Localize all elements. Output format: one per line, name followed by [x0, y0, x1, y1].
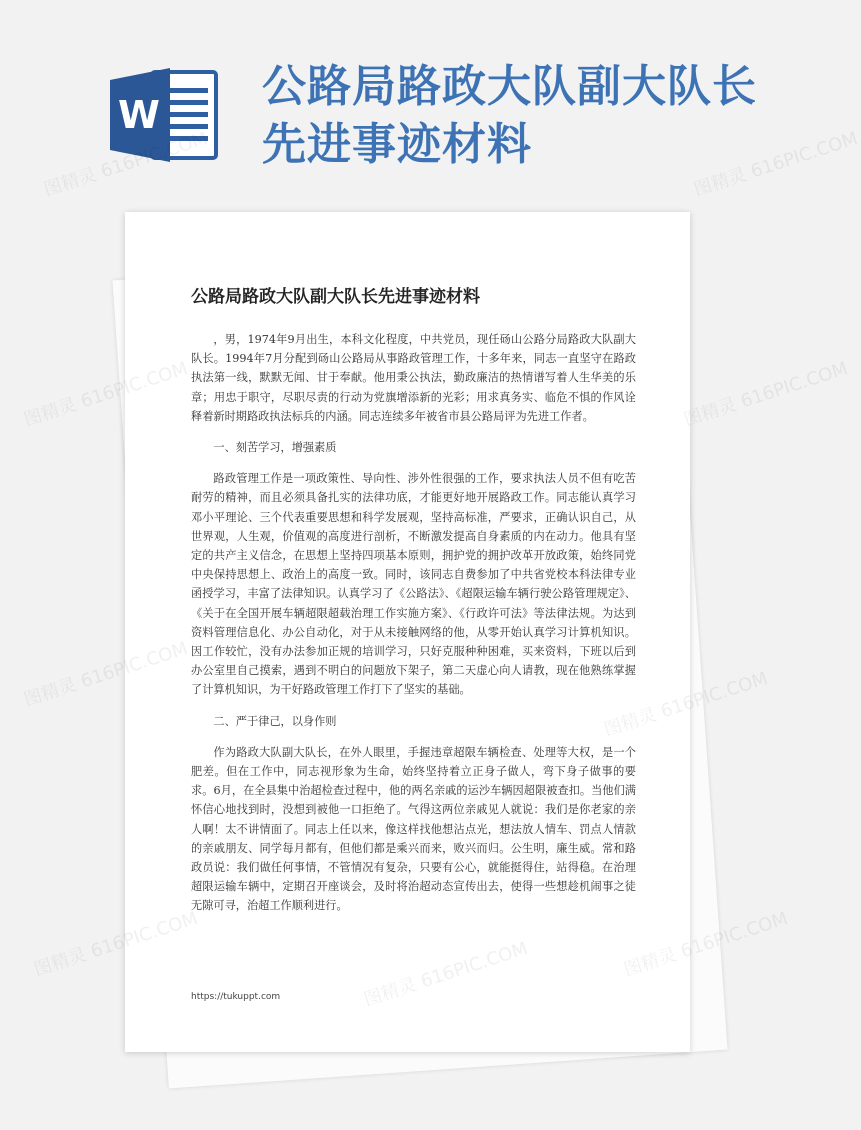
watermark: 616PIC.COM: [658, 668, 771, 723]
section-heading: 一、刻苦学习，增强素质: [213, 441, 337, 455]
watermark: 616PIC.COM: [678, 908, 791, 963]
paragraph: 作为路政大队副大队长，在外人眼里，手握违章超限车辆检查、处理等大权，是一个肥差。但在工作中，同志视形象为生命，始终坚持着立正身子做人，弯下身子做事的要求。6月，在全县集中治超检查过程中，他的两名亲戚的运沙车辆因超限被查扣。当他们满怀信心地找到时，没想到被他一口拒绝了。气得这两位亲戚见人就说：我们是你老家的亲人啊！太不讲情面了。同志上任以来，像这样找他想沾点光，想法放人情车、罚点人情款的亲戚朋友、同学每月都有，但他们都是乘兴而来，败兴而归。公生明，廉生威。常和路政员说：我们做任何事情，不管情况有复杂，只要有公心，就能挺得住，站得稳。在治理超限运输车辆中，定期召开座谈会，及时将治超动态宣传出去，使得一些想趁机闹事之徒无隙可寻，治超工作顺利进行。: [191, 745, 636, 913]
paragraph: ，男，1974年9月出生，本科文化程度，中共党员，现任砀山公路分局路政大队副大队长。1994年7月分配到砀山公路局从事路政管理工作，十多年来，同志一直坚守在路政执法第一线，默默无闻、甘于奉献。他用秉公执法，勤政廉洁的热情谱写着人生华美的乐章；用忠于职守，尽职尽责的行动为党旗增添新的光彩；用求真务实、临危不惧的作风诠释着新时期路政执法标兵的内涵。同志连续多年被省市县公路局评为先进工作者。: [191, 333, 636, 423]
watermark: 图精灵 616PIC.COM: [41, 128, 211, 201]
document-title: 公路局路政大队副大队长先进事迹材料: [191, 287, 480, 307]
document-page: [125, 212, 690, 1052]
paragraph: 路政管理工作是一项政策性、导向性、涉外性很强的工作，要求执法人员不但有吃苦耐劳的精神，而且必须具备扎实的法律功底，才能更好地开展路政工作。同志能认真学习邓小平理论、三个代表重要思想和科学发展观，坚持高标准，严要求，正确认识自己，从世界观，人生观，价值观的高度进行剖析，不断激发提高自身素质的内在动力。他具有坚定的共产主义信念，在思想上坚持四项基本原则，拥护党的拥护改革开放政策，始终同党中央保持思想上、政治上的高度一致。同时，该同志自费参加了中共省党校本科法律专业函授学习，丰富了法律知识。认真学习了《公路法》、《超限运输车辆行驶公路管理规定》、《关于在全国开展车辆超限超载治理工作实施方案》、《行政许可法》等法律法规。为达到资料管理信息化、办公自动化，对于从未接触网络的他，从零开始认真学习计算机知识。因工作较忙，没有办法参加正规的培训学习，只好克服种种困难，买来资料，下班以后到办公室里自己摸索，遇到不明白的问题放下架子，第二天虚心向人请教，现在他熟练掌握了计算机知识，为干好路政管理工作打下了坚实的基础。: [191, 472, 636, 697]
watermark: 图精灵 616PIC.COM: [31, 908, 201, 981]
watermark: 图精灵 616PIC.COM: [21, 358, 191, 431]
document-body: [191, 330, 636, 916]
word-document-icon: [108, 66, 220, 164]
svg-text:W: W: [118, 93, 160, 137]
watermark: 图精灵 616PIC.COM: [21, 638, 191, 711]
source-link[interactable]: https://tukuppt.com: [191, 992, 281, 1002]
page-title: 公路局路政大队副大队长先进事迹材料: [262, 61, 757, 170]
watermark: 图精灵 616PIC.COM: [681, 358, 851, 431]
watermark: 图精灵 616PIC.COM: [691, 128, 861, 201]
section-heading: 二、严于律己，以身作则: [213, 714, 337, 728]
